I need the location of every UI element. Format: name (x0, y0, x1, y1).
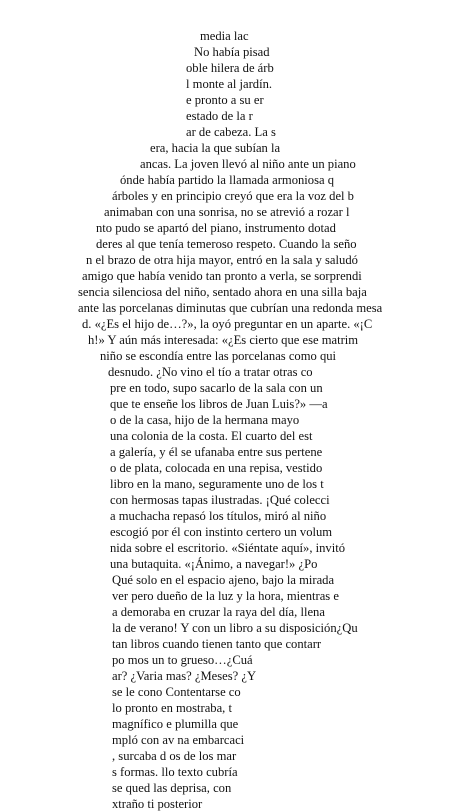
text-line: a muchacha repasó los títulos, miró al niño (110, 509, 327, 523)
text-line: se le cono Contentarse co (112, 685, 241, 699)
text-line: lo pronto en mostraba, t (112, 701, 232, 715)
text-line: se qued las deprisa, con (112, 781, 232, 795)
text-line: nida sobre el escritorio. «Siéntate aquí», invitó (110, 541, 346, 555)
text-line: ancas. La joven llevó al niño ante un piano (140, 157, 356, 171)
text-line: , surcaba d os de los mar (112, 749, 237, 763)
text-line: libro en la mano, seguramente uno de los t (110, 477, 324, 491)
text-line: una colonia de la costa. El cuarto del est (110, 429, 313, 443)
text-line: o de la casa, hijo de la hermana mayo (110, 413, 300, 427)
text-line: niño se escondía entre las porcelanas como qui (100, 349, 337, 363)
text-line: animaban con una sonrisa, no se atrevió a rozar l (104, 205, 350, 219)
text-line: con hermosas tapas ilustradas. ¡Qué colecci (110, 493, 330, 507)
text-line: árboles y en principio creyó que era la voz del b (112, 189, 354, 203)
text-line: que te enseñe los libros de Juan Luis?» —a (110, 397, 328, 411)
text-line: pre en todo, supo sacarlo de la sala con un (110, 381, 323, 395)
text-line: amigo que había venido tan pronto a verla, se sorprendi (82, 269, 362, 283)
text-line: sencia silenciosa del niño, sentado ahora en una silla baja (78, 285, 367, 299)
text-line: magnífico e plumilla que (112, 717, 239, 731)
text-line: l monte al jardín. (186, 77, 273, 91)
text-line: nto pudo se apartó del piano, instrumento dotad (96, 221, 336, 235)
text-line: mpló con av na embarcaci (112, 733, 245, 747)
text-line: era, hacia la que subían la (150, 141, 281, 155)
text-line: a demoraba en cruzar la raya del día, llena (112, 605, 325, 619)
text-line: po mos un to grueso…¿Cuá (112, 653, 253, 667)
text-line: ar de cabeza. La s (186, 125, 276, 139)
text-line: n el brazo de otra hija mayor, entró en la sala y saludó (86, 253, 358, 267)
text-line: ver pero dueño de la luz y la hora, mientras e (112, 589, 339, 603)
text-line: xtraño ti posterior (112, 797, 203, 811)
text-line: ar? ¿Varia mas? ¿Meses? ¿Y (112, 669, 257, 683)
text-line: tan libros cuando tienen tanto que contarr (112, 637, 322, 651)
text-line: la de verano! Y con un libro a su disposición¿Qu (112, 621, 358, 635)
text-line: a galería, y él se ufanaba entre sus pertene (110, 445, 323, 459)
text-line: estado de la r (186, 109, 253, 123)
text-line: deres al que tenía temeroso respeto. Cuando la seño (96, 237, 357, 251)
text-line: ante las porcelanas diminutas que cubrían una redonda mesa (78, 301, 383, 315)
text-line: o de plata, colocada en una repisa, vestido (110, 461, 323, 475)
text-line: escogió por él con instinto certero un volum (110, 525, 333, 539)
text-line: s formas. llo texto cubría (112, 765, 238, 779)
text-line: una butaquita. «¡Ánimo, a navegar!» ¿Po (110, 557, 318, 571)
text-line: h!» Y aún más interesada: «¿Es cierto que ese matrim (88, 333, 359, 347)
text-line: e pronto a su er (186, 93, 264, 107)
text-line: Qué solo en el espacio ajeno, bajo la mirada (112, 573, 335, 587)
text-line: d. «¿Es el hijo de…?», la oyó preguntar en un aparte. «¡C (82, 317, 373, 331)
text-line: ónde había partido la llamada armoniosa q (120, 173, 335, 187)
text-line: media lac (200, 29, 249, 43)
text-line: oble hilera de árb (186, 61, 274, 75)
text-line: No había pisad (194, 45, 270, 59)
text-line: desnudo. ¿No vino el tío a tratar otras co (108, 365, 313, 379)
